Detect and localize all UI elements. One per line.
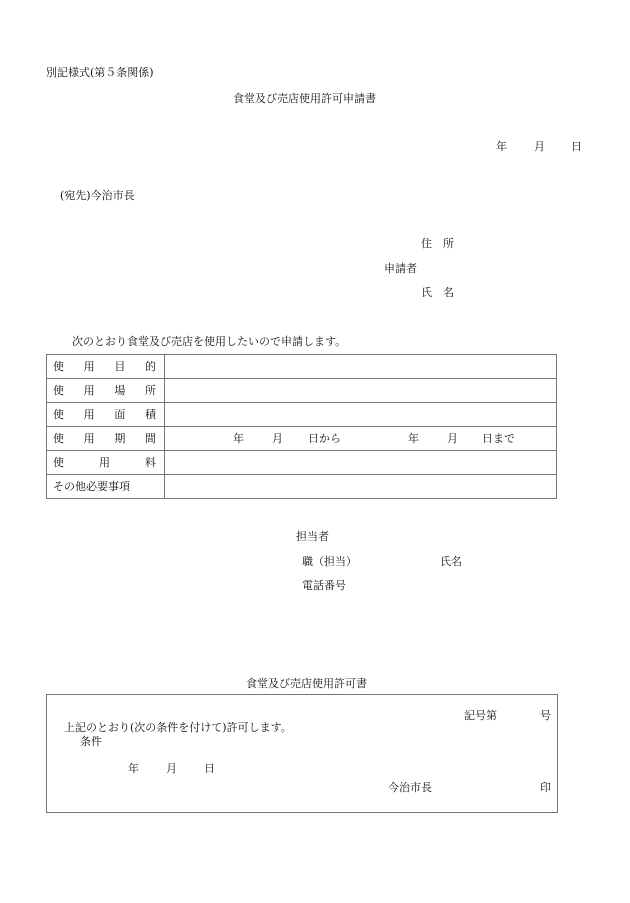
permit-record-label: 記号第 [464, 709, 497, 722]
contact-phone-label: 電話番号 [302, 579, 346, 592]
row-value-fee[interactable] [165, 451, 557, 475]
row-label-period: 使用期間 [47, 427, 165, 451]
address-label: 住 所 [421, 237, 454, 250]
date-year: 年 [496, 140, 507, 153]
attachment-label: 別記様式(第５条関係) [46, 66, 154, 79]
permit-seal: 印 [540, 781, 551, 794]
row-value-purpose[interactable] [165, 355, 557, 379]
intro-text: 次のとおり食堂及び売店を使用したいので申請します。 [72, 335, 347, 348]
row-label-location: 使用場所 [47, 379, 165, 403]
table-row [47, 355, 557, 379]
period-month-1: 月 [272, 432, 283, 445]
period-day-until: 日まで [482, 432, 515, 445]
table-row [47, 403, 557, 427]
period-day-from: 日から [308, 432, 341, 445]
name-label: 氏 名 [421, 286, 454, 299]
table-row [47, 427, 557, 451]
period-month-2: 月 [447, 432, 458, 445]
addressee: (宛先)今治市長 [60, 189, 135, 202]
form-title: 食堂及び売店使用許可申請書 [233, 92, 376, 105]
permit-date-day: 日 [204, 762, 215, 775]
contact-name-label: 氏名 [440, 555, 462, 568]
permit-number-suffix: 号 [540, 709, 551, 722]
contact-position-label: 職（担当） [302, 555, 357, 568]
table-row [47, 475, 557, 499]
permit-mayor: 今治市長 [388, 781, 432, 794]
row-label-fee: 使用料 [47, 451, 165, 475]
row-value-period[interactable] [165, 427, 557, 451]
applicant-label: 申請者 [384, 262, 417, 275]
permit-date-year: 年 [128, 762, 139, 775]
date-day: 日 [571, 140, 582, 153]
permit-title: 食堂及び売店使用許可書 [246, 677, 367, 690]
application-table [46, 354, 557, 499]
row-label-area: 使用面積 [47, 403, 165, 427]
permit-conditions-label: 条件 [80, 735, 102, 748]
date-month: 月 [534, 140, 545, 153]
row-value-location[interactable] [165, 379, 557, 403]
period-year-1: 年 [233, 432, 244, 445]
period-year-2: 年 [408, 432, 419, 445]
table-row [47, 451, 557, 475]
row-label-purpose: 使用目的 [47, 355, 165, 379]
row-label-other: その他必要事項 [47, 475, 165, 499]
row-value-other[interactable] [165, 475, 557, 499]
permit-date-month: 月 [166, 762, 177, 775]
contact-person-label: 担当者 [296, 530, 329, 543]
permit-statement: 上記のとおり(次の条件を付けて)許可します。 [64, 721, 292, 734]
table-row [47, 379, 557, 403]
row-value-area[interactable] [165, 403, 557, 427]
